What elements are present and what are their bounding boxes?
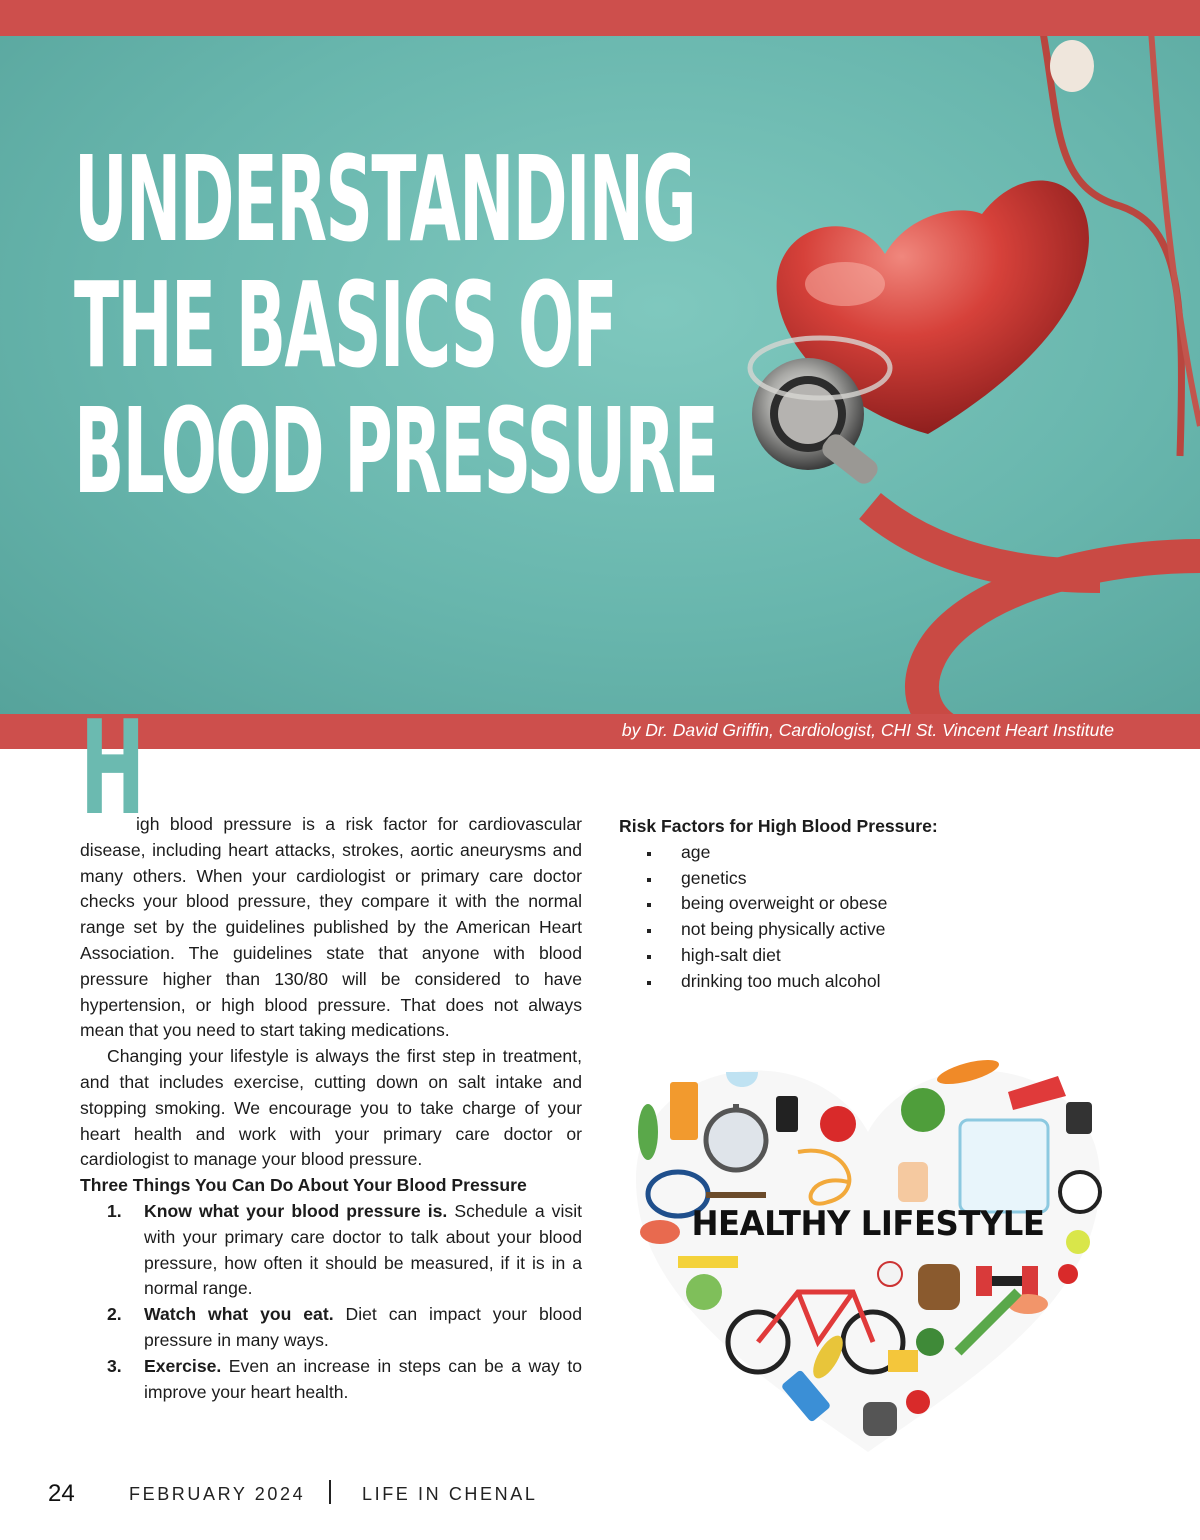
dumbbell-icon bbox=[976, 1266, 992, 1296]
footer-divider bbox=[329, 1480, 331, 1504]
baseball-icon bbox=[878, 1262, 902, 1286]
article-headline bbox=[74, 130, 718, 520]
dumbbell-hand-icon bbox=[898, 1162, 928, 1202]
list-item: being overweight or obese bbox=[619, 891, 1119, 917]
cheese-icon bbox=[888, 1350, 918, 1372]
juice-carton-icon bbox=[670, 1082, 698, 1140]
step-text: Diet can impact your blood pressure in many ways. bbox=[144, 1304, 582, 1350]
byline-bar bbox=[0, 714, 1200, 749]
step-lead: Watch what you eat. bbox=[144, 1304, 334, 1325]
kettlebell-icon bbox=[863, 1402, 897, 1436]
baseball-glove-icon bbox=[918, 1264, 960, 1310]
list-item: drinking too much alcohol bbox=[619, 969, 1119, 995]
step-number: 1. bbox=[107, 1200, 122, 1221]
list-item bbox=[80, 1199, 582, 1302]
author-byline: by Dr. David Griffin, Cardiologist, CHI St. Vincent Heart Institute bbox=[621, 720, 1114, 740]
step-lead: Know what your blood pressure is. bbox=[144, 1200, 448, 1221]
magazine-name: LIFE IN CHENAL bbox=[362, 1484, 538, 1504]
headline-line: BLOOD PRESSURE bbox=[74, 382, 718, 520]
stopwatch-icon bbox=[706, 1110, 766, 1170]
lifestyle-icons-heart bbox=[618, 1052, 1118, 1482]
artichoke-icon bbox=[686, 1274, 722, 1310]
issue-date: FEBRUARY 2024 bbox=[129, 1484, 306, 1504]
measuring-tape-icon bbox=[678, 1256, 738, 1268]
cucumber-icon bbox=[638, 1104, 658, 1160]
bathroom-scale-icon bbox=[960, 1120, 1048, 1212]
risk-factors-heading: Risk Factors for High Blood Pressure: bbox=[619, 816, 938, 836]
headline-line: UNDERSTANDING bbox=[74, 130, 695, 268]
tomato-icon bbox=[906, 1390, 930, 1414]
list-item: high-salt diet bbox=[619, 943, 1119, 969]
headline-line: THE BASICS OF bbox=[74, 256, 617, 394]
drop-cap: H bbox=[80, 692, 146, 844]
step-text: Schedule a visit with your primary care doctor to talk about your blood pressure, how often it should be measured, if it is in a normal range. bbox=[144, 1200, 582, 1299]
risk-factors-box bbox=[619, 814, 1119, 995]
hero-image bbox=[0, 36, 1200, 714]
healthy-lifestyle-label: HEALTHY LIFESTYLE bbox=[691, 1204, 1045, 1244]
strawberry-icon bbox=[1058, 1264, 1078, 1284]
broccoli-icon bbox=[901, 1088, 945, 1132]
step-lead: Exercise. bbox=[144, 1355, 222, 1376]
step-text: Even an increase in steps can be a way to improve your heart health. bbox=[144, 1355, 582, 1402]
steps-list bbox=[80, 1199, 582, 1405]
page-footer bbox=[48, 1480, 748, 1512]
section-heading: Three Things You Can Do About Your Blood Pressure bbox=[80, 1175, 527, 1196]
apple-icon bbox=[820, 1106, 856, 1142]
page-number: 24 bbox=[48, 1480, 75, 1507]
article-body bbox=[80, 812, 582, 1405]
list-item bbox=[80, 1354, 582, 1406]
list-item bbox=[80, 1302, 582, 1354]
paragraph: Changing your lifestyle is always the first step in treatment, and that includes exercise, cutting down on salt intake and stopping smoking. We encourage you to take charge of your heart health and work with your primary care doctor or cardiologist to manage your blood pressure. bbox=[80, 1046, 582, 1170]
top-accent-bar bbox=[0, 0, 1200, 36]
list-item: age bbox=[619, 840, 1119, 866]
list-item: not being physically active bbox=[619, 917, 1119, 943]
list-item: genetics bbox=[619, 866, 1119, 892]
healthy-lifestyle-graphic bbox=[618, 1052, 1118, 1482]
step-number: 3. bbox=[107, 1355, 122, 1376]
smartwatch-icon bbox=[1066, 1102, 1092, 1134]
paragraph: igh blood pressure is a risk factor for cardiovascular disease, including heart attacks, strokes, aortic aneurysms and many others. When your cardiologist or primary care doctor checks your blood pressure, they compare it with the normal range set by the guidelines published by the American Heart Association. The guidelines state that anyone with blood pressure higher than 130/80 will be considered to have hypertension, or high blood pressure. That does not always mean that you need to start taking medications. bbox=[80, 814, 582, 1041]
lettuce-icon bbox=[916, 1328, 944, 1356]
risk-factors-list bbox=[619, 840, 1119, 995]
music-player-icon bbox=[776, 1096, 798, 1132]
step-number: 2. bbox=[107, 1304, 122, 1325]
